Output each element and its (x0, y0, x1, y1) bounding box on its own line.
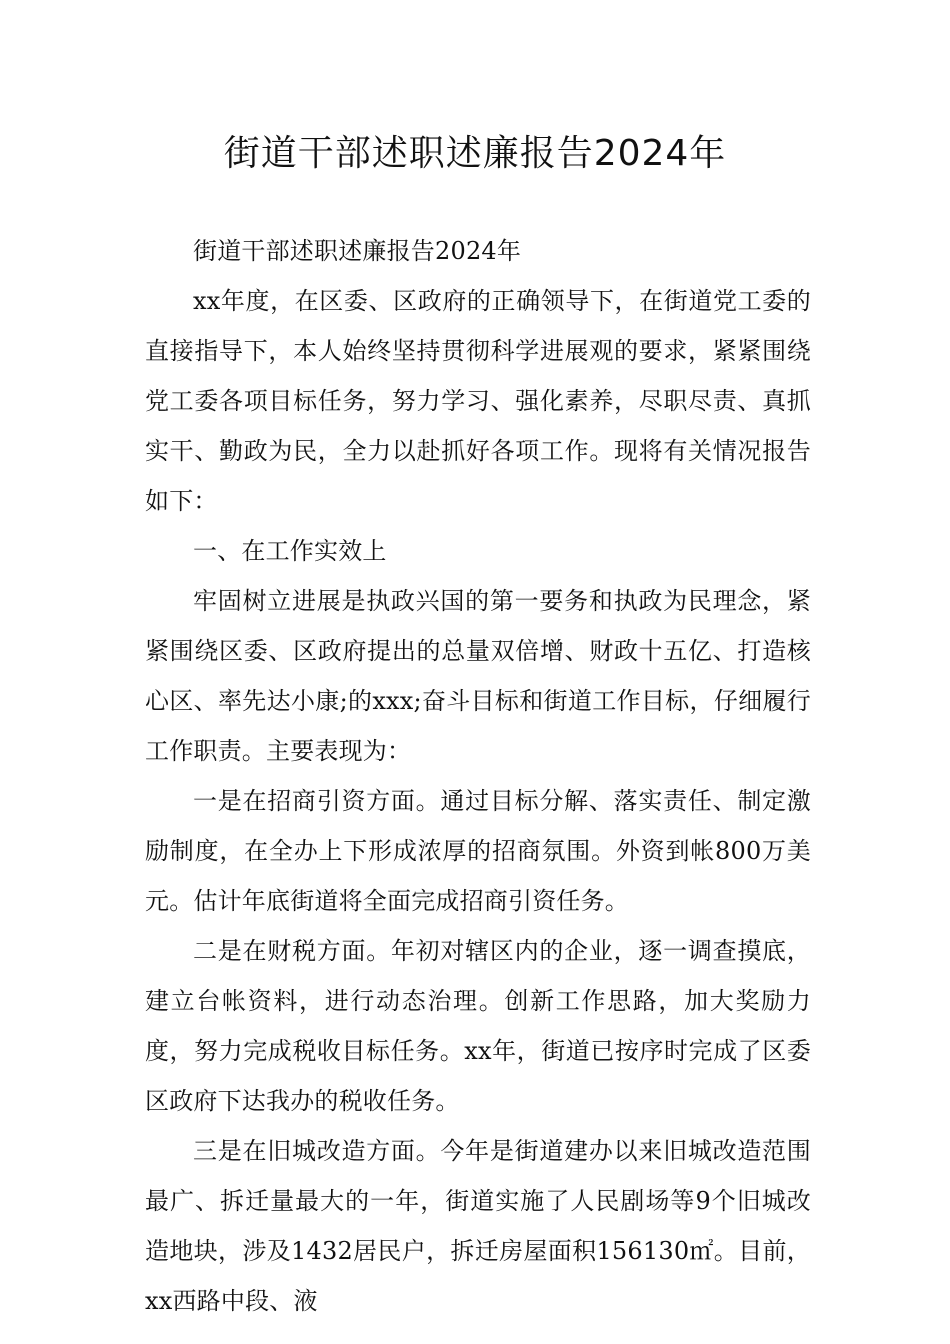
document-body (145, 226, 811, 1326)
paragraph-intro: xx年度，在区委、区政府的正确领导下，在街道党工委的直接指导下，本人始终坚持贯彻科学进展观的要求，紧紧围绕党工委各项目标任务，努力学习、强化素养，尽职尽责、真抓实干、勤政为民，全力以赴抓好各项工作。现将有关情况报告如下： (145, 287, 811, 515)
paragraph-subtitle: 街道干部述职述廉报告2024年 (193, 237, 522, 265)
paragraph-overview: 牢固树立进展是执政兴国的第一要务和执政为民理念，紧紧围绕区委、区政府提出的总量双倍增、财政十五亿、打造核心区、率先达小康;的xxx;奋斗目标和街道工作目标，仔细履行工作职责。主要表现为： (145, 587, 811, 765)
paragraph-investment: 一是在招商引资方面。通过目标分解、落实责任、制定激励制度，在全办上下形成浓厚的招商氛围。外资到帐800万美元。估计年底街道将全面完成招商引资任务。 (145, 787, 811, 915)
section-heading: 一、在工作实效上 (193, 537, 387, 565)
paragraph-tax: 二是在财税方面。年初对辖区内的企业，逐一调查摸底，建立台帐资料，进行动态治理。创新工作思路，加大奖励力度，努力完成税收目标任务。xx年，街道已按序时完成了区委区政府下达我办的税收任务。 (145, 937, 811, 1115)
paragraph-renovation: 三是在旧城改造方面。今年是街道建办以来旧城改造范围最广、拆迁量最大的一年，街道实施了人民剧场等9个旧城改造地块，涉及1432居民户，拆迁房屋面积156130㎡。目前，xx西路中段、液 (145, 1137, 811, 1315)
document-title: 街道干部述职述廉报告2024年 (223, 133, 727, 174)
